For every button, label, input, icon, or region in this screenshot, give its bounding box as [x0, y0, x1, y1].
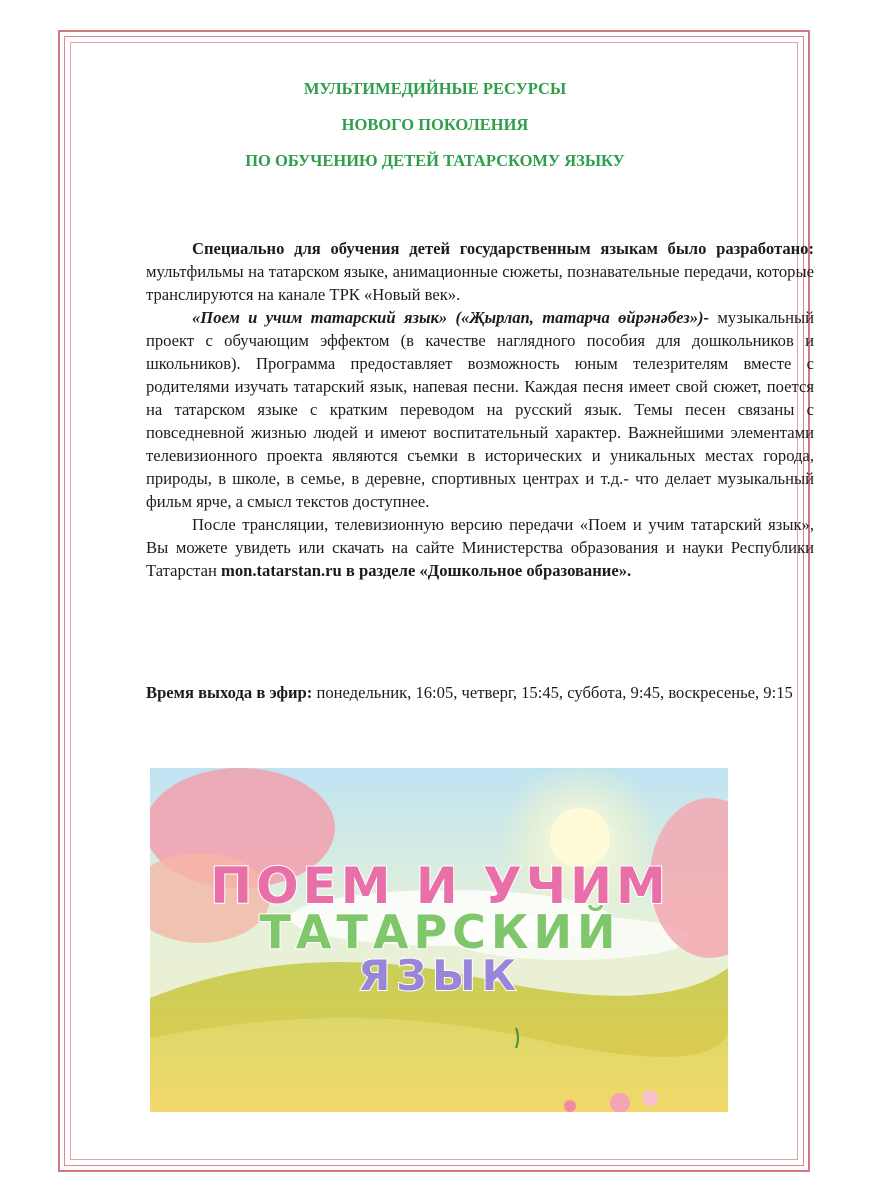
image-title-line-2: ТАТАРСКИЙ: [259, 905, 621, 959]
show-title-illustration: [150, 768, 728, 1112]
show-title-image: [150, 768, 728, 1112]
project-title: «Поем и учим татарский язык» («Җырлап, татарча өйрәнәбез»)-: [192, 308, 710, 327]
paragraph-intro: [146, 237, 814, 306]
website-link-text: mon.tatarstan.ru в разделе «Дошкольное образование».: [221, 561, 632, 580]
image-title-line-1: ПОЕМ И УЧИМ: [210, 857, 670, 915]
title-line-2: НОВОГО ПОКОЛЕНИЯ: [341, 115, 529, 134]
image-title-line-3: ЯЗЫК: [357, 951, 523, 1000]
document-title: [100, 74, 770, 182]
schedule-times: понедельник, 16:05, четверг, 15:45, суббота, 9:45, воскресенье, 9:15: [312, 683, 793, 702]
title-line-3: ПО ОБУЧЕНИЮ ДЕТЕЙ ТАТАРСКОМУ ЯЗЫКУ: [245, 151, 625, 170]
schedule-label: Время выхода в эфир:: [146, 683, 313, 702]
document-body: [146, 237, 814, 582]
intro-text: мультфильмы на татарском языке, анимационные сюжеты, познавательные передачи, которые транслируются на канале ТРК «Новый век».: [146, 262, 814, 304]
broadcast-schedule: [146, 681, 814, 704]
intro-bold: Специально для обучения детей государственным языкам было разработано:: [192, 239, 814, 258]
paragraph-website: [146, 513, 814, 582]
website-text: После трансляции, телевизионную версию передачи «Поем и учим татарский язык», Вы можете увидеть или скачать на сайте Министерства образования и науки Республики Татарстан: [146, 515, 814, 580]
project-text: музыкальный проект с обучающим эффектом (в качестве наглядного пособия для дошкольников и школьников). Программа предоставляет возможность юным телезрителям вместе с родителями изучать татарский язык, напевая песни. Каждая песня имеет свой сюжет, поется на татарском языке с кратким переводом на русский язык. Темы песен связаны с повседневной жизнью людей и имеют воспитательный характер. Важнейшими элементами телевизионного проекта являются съемки в исторических и уникальных местах города, природы, в школе, в семье, в деревне, спортивных центрах и т.д.- что делает музыкальный фильм ярче, а смысл текстов доступнее.: [146, 308, 814, 511]
title-line-1: МУЛЬТИМЕДИЙНЫЕ РЕСУРСЫ: [303, 79, 567, 98]
paragraph-project: [146, 306, 814, 513]
